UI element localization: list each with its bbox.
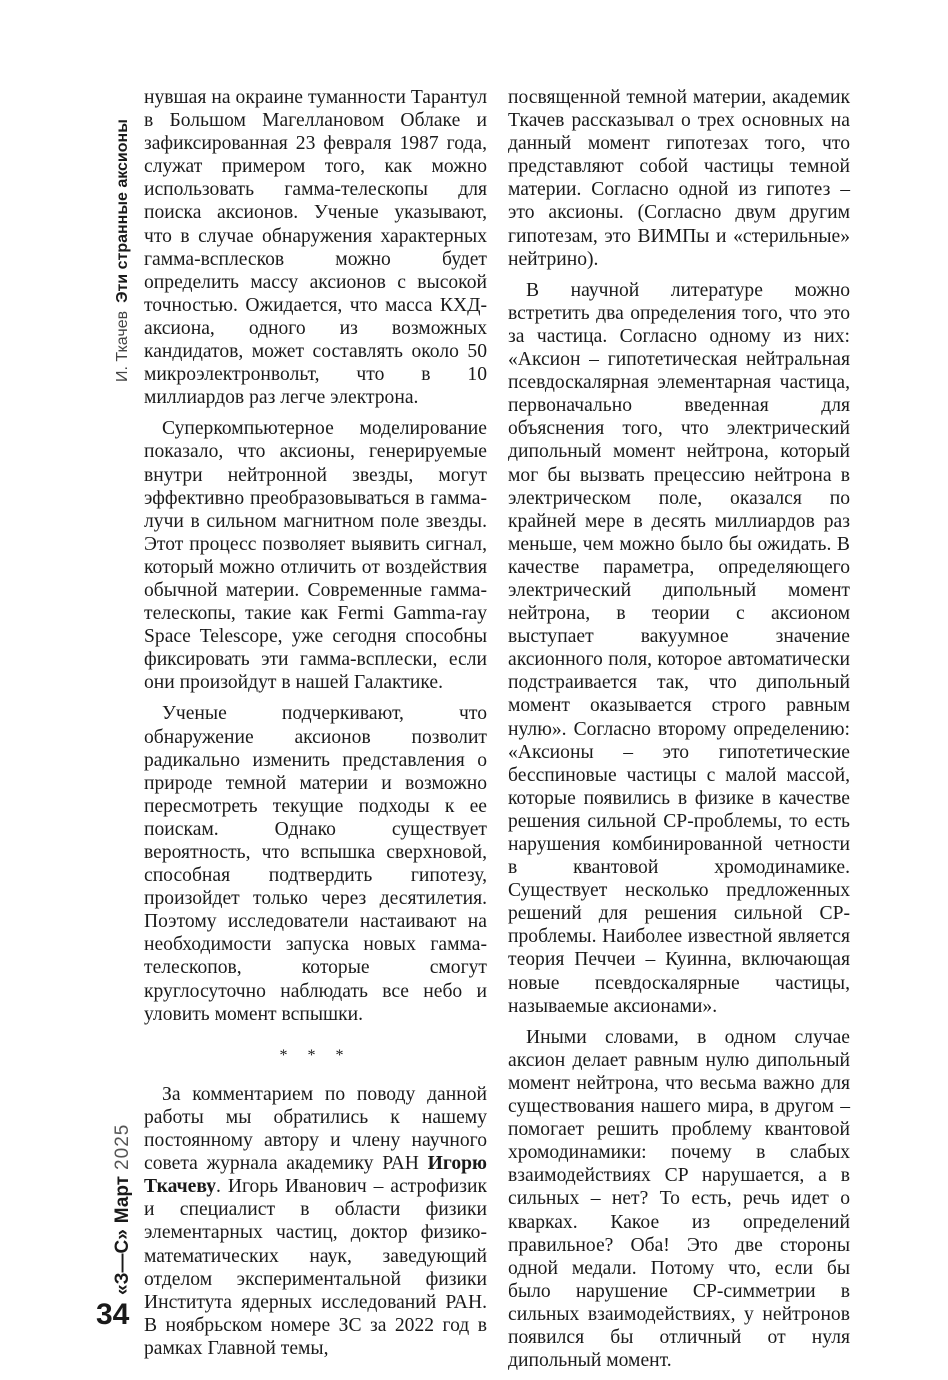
- header-author: И. Ткачев: [114, 310, 131, 382]
- paragraph: В научной литературе можно встретить два определения того, что это за частица. Согласно одному из них: «Аксион – гипотетическая нейтральная псевдоскалярная элементарная частица, первоначально введенная для объяснения того, что электрический дипольный момент нейтрона, который мог бы вызвать прецессию нейтрона в электрическом поле, оказался по крайней мере в десять миллиардов раз меньше, чем можно было бы ожидать. В качестве параметра, определяющего электрический дипольный момент нейтрона, в теории с аксионом выступает вакуумное значение аксионного поля, которое автоматически подстраивается так, что дипольный момент оказывается строго равным нулю». Согласно второму определению: «Аксионы – это гипотетические бесспиновые частицы с малой массой, которые появились в физике в качестве решения сильной CP-проблемы, то есть нарушения комбинированной четности в квантовой хромодинамике. Существует несколько предложенных решений для решения сильной CP-проблемы. Наиболее известной является теория Печчеи – Куинна, включающая новые псевдоскалярные частицы, называемые аксионами».: [508, 279, 850, 1017]
- text-column-right: [508, 86, 850, 1380]
- magazine-footer: [104, 1090, 144, 1295]
- paragraph-text: . Игорь Иванович – астрофизик и специалист в области физики элементарных частиц, доктор физико-математических наук, заведующий отделом экспериментальной физики Института ядерных исследований РАН. В ноябрьском номере ЗС за 2022 год в рамках Главной темы,: [144, 1176, 487, 1359]
- text-column-left: [144, 86, 487, 1368]
- person-name: Игорю Ткачеву: [144, 1153, 487, 1198]
- paragraph: Ученые подчеркивают, что обнаружение аксионов позволит радикально изменить представления о природе темной материи и возможно пересмотреть текущие подходы к ее поискам. Однако существует вероятность, что вспышка сверхновой, способная подтвердить гипотезу, произойдет только через десятилетия. Поэтому исследователи настаивают на необходимости запуска новых гамма-телескопов, которые смогут круглосуточно наблюдать все небо и уловить момент вспышки.: [144, 703, 487, 1025]
- header-section-title: Эти странные аксионы: [114, 119, 131, 303]
- paragraph: Суперкомпьютерное моделирование показало, что аксионы, генерируемые внутри нейтронной звезды, могут эффективно преобразовываться в гамма-лучи в сильном магнитном поле звезды. Этот процесс позволяет выявить сигнал, который можно отличить от воздействия обычной материи. Современные гамма-телескопы, такие как Fermi Gamma-ray Space Telescope, уже сегодня способны фиксировать эти гамма-всплески, если они произойдут в нашей Галактике.: [144, 418, 487, 694]
- magazine-name: «З—С»: [112, 1229, 133, 1295]
- issue-month: Март: [112, 1175, 133, 1224]
- paragraph: нувшая на окраине туманности Тарантул в Большом Магеллановом Облаке и зафиксированная 23 февраля 1987 года, служат примером того, как можно использовать гамма-телескопы для поиска аксионов. Ученые указывают, что в случае обнаружения характерных гамма-всплесков можно будет определить массу аксионов с высокой точностью. Ожидается, что масса КХД-аксиона, одного из возможных кандидатов, может составлять около 50 микроэлектронвольт, что в 10 миллиардов раз легче электрона.: [144, 87, 487, 409]
- paragraph: посвященной темной материи, академик Ткачев рассказывал о трех основных на данный момент гипотезах того, что представляют собой частицы темной материи. Согласно одной из гипотез – это аксионы. (Согласно двум другим гипотезам, это ВИМПы и «стерильные» нейтрино).: [508, 87, 850, 270]
- page-number: 34: [96, 1298, 130, 1331]
- paragraph-text: За комментарием по поводу данной работы мы обратились к нашему постоянному автору и члену научного совета журнала академику РАН: [144, 1083, 487, 1175]
- paragraph: Иными словами, в одном случае аксион делает равным нулю дипольный момент нейтрона, что весьма важно для существования нашего мира, в другом – помогает решить проблему квантовой хромодинамики: почему в слабых взаимодействиях CP нарушается, а в сильных – нет? То есть, речь идет о кварках. Какое из определений правильное? Оба! Это две стороны одной медали. Потому что, если бы было нарушение CP-симметрии в сильных взаимодействиях, у нейтронов появился бы отличный от нуля дипольный момент.: [508, 1026, 850, 1372]
- running-header: [104, 82, 138, 382]
- paragraph: [144, 1083, 487, 1360]
- issue-year: 2025: [112, 1123, 133, 1170]
- section-separator: * * *: [279, 1046, 352, 1064]
